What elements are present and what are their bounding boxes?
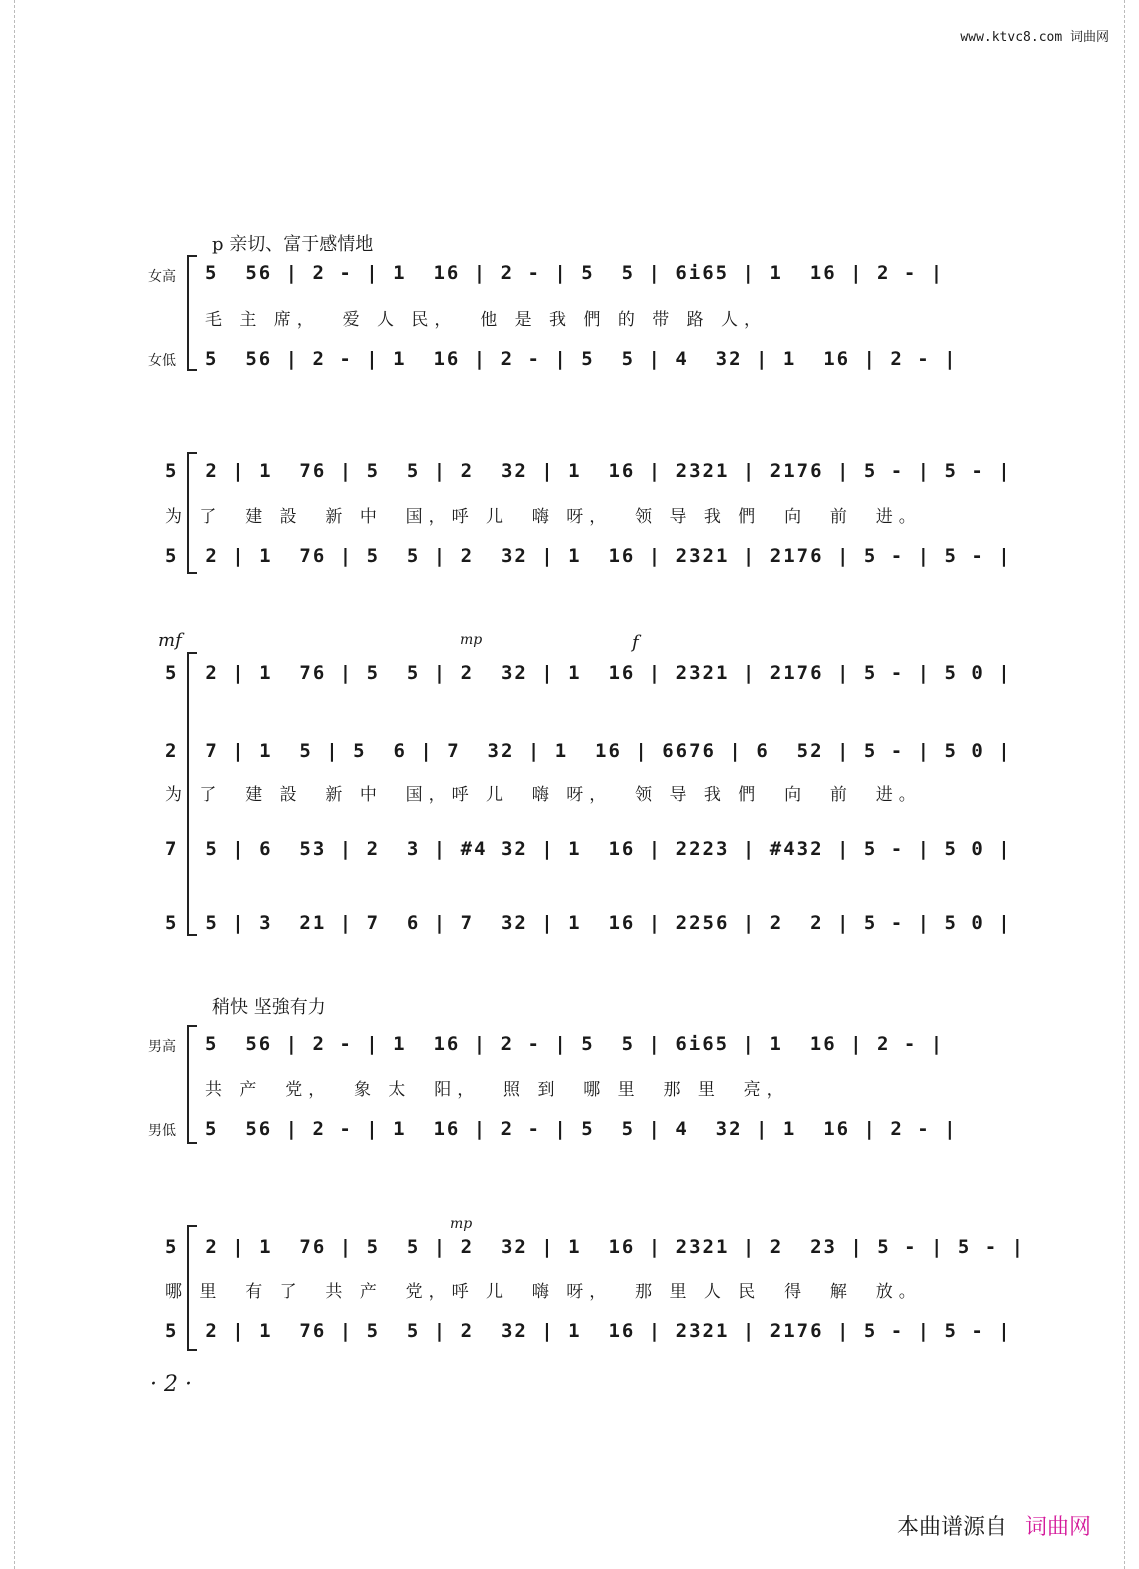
dynamic-f: f	[632, 632, 639, 653]
page-number: · 2 ·	[150, 1372, 192, 1397]
notation-row: 5 2 | 1 76 | 5 5 | 2 32 | 1 16 | 2321 | 2176 | 5 - | 5 - |	[165, 1320, 1012, 1342]
notation-row: 5 2 | 1 76 | 5 5 | 2 32 | 1 16 | 2321 | 2176 | 5 - | 5 - |	[165, 460, 1012, 482]
lyrics-row: 为 了 建 設 新 中 国，呼 儿 嗨 呀， 领 导 我 們 向 前 进。	[165, 785, 922, 805]
part-label: 女低	[148, 353, 176, 369]
notation-row: 5 5 | 3 21 | 7 6 | 7 32 | 1 16 | 2256 | 2 2 | 5 - | 5 0 |	[165, 912, 1012, 934]
lyrics-row: 共 产 党， 象 太 阳， 照 到 哪 里 那 里 亮，	[205, 1080, 790, 1100]
expression-mark: p 亲切、富于感情地	[212, 234, 374, 255]
left-margin-strip	[0, 0, 15, 1569]
staff-brace	[187, 1025, 197, 1144]
part-label: 男高	[148, 1039, 176, 1055]
part-label: 女高	[148, 269, 176, 285]
notation-row: 5 56 | 2 - | 1 16 | 2 - | 5 5 | 4 32 | 1 16 | 2 - |	[205, 348, 958, 370]
right-margin-strip	[1124, 0, 1139, 1569]
dynamic-mf: mf	[158, 630, 182, 651]
part-label: 男低	[148, 1123, 176, 1139]
expression-mark: 稍快 坚強有力	[212, 997, 326, 1018]
footer-brand-link[interactable]: 词曲网	[1024, 1515, 1091, 1540]
notation-row: 5 2 | 1 76 | 5 5 | 2 32 | 1 16 | 2321 | 2176 | 5 - | 5 0 |	[165, 662, 1012, 684]
source-footer	[897, 1510, 1091, 1541]
notation-row: 2 7 | 1 5 | 5 6 | 7 32 | 1 16 | 6676 | 6 52 | 5 - | 5 0 |	[165, 740, 1012, 762]
footer-prefix: 本曲谱源自	[896, 1515, 1007, 1540]
notation-row: 7 5 | 6 53 | 2 3 | #4 32 | 1 16 | 2223 | #432 | 5 - | 5 0 |	[165, 838, 1012, 860]
notation-row: 5 2 | 1 76 | 5 5 | 2 32 | 1 16 | 2321 | 2 23 | 5 - | 5 - |	[165, 1236, 1026, 1258]
notation-row: 5 2 | 1 76 | 5 5 | 2 32 | 1 16 | 2321 | 2176 | 5 - | 5 - |	[165, 545, 1012, 567]
notation-row: 5 56 | 2 - | 1 16 | 2 - | 5 5 | 4 32 | 1 16 | 2 - |	[205, 1118, 958, 1140]
notation-row: 5 56 | 2 - | 1 16 | 2 - | 5 5 | 6i65 | 1 16 | 2 - |	[205, 262, 945, 284]
lyrics-row: 毛 主 席， 爱 人 民， 他 是 我 們 的 带 路 人，	[205, 310, 768, 330]
lyrics-row: 哪 里 有 了 共 产 党，呼 儿 嗨 呀， 那 里 人 民 得 解 放。	[165, 1282, 922, 1302]
dynamic-mp: mp	[450, 1216, 473, 1232]
lyrics-row: 为 了 建 設 新 中 国，呼 儿 嗨 呀， 领 导 我 們 向 前 进。	[165, 507, 922, 527]
notation-row: 5 56 | 2 - | 1 16 | 2 - | 5 5 | 6i65 | 1 16 | 2 - |	[205, 1033, 945, 1055]
site-url: www.ktvc8.com 词曲网	[960, 30, 1109, 45]
staff-brace	[187, 255, 197, 371]
dynamic-mp: mp	[460, 632, 483, 648]
